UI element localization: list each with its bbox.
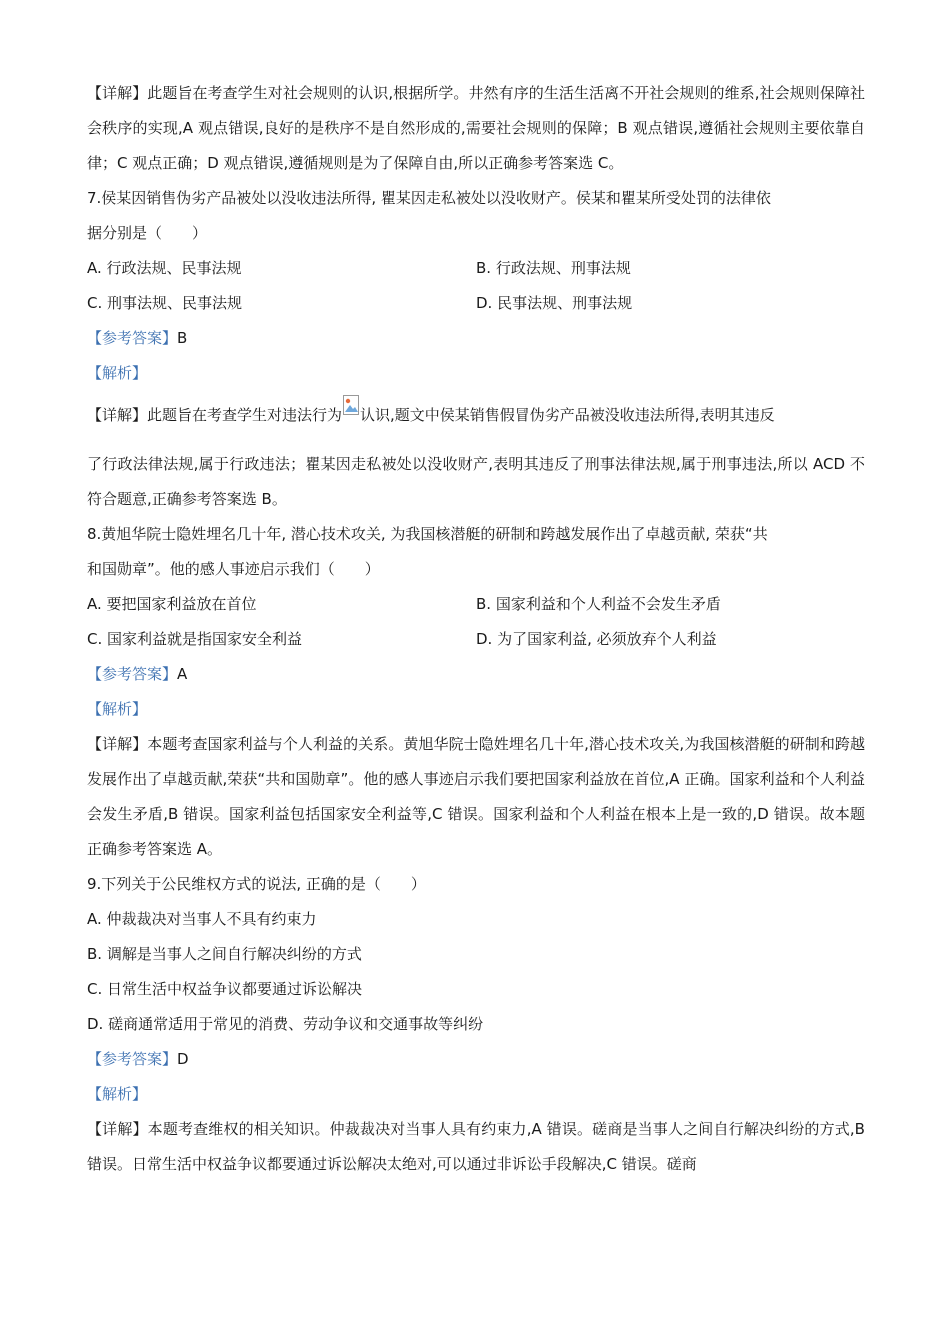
q9-detail — [87, 1112, 865, 1182]
q7-detail-rest: 了行政法律法规,属于行政违法；瞿某因走私被处以没收财产,表明其违反了刑事法律法规,属于刑事违法,所以 ACD 不符合题意,正确参考答案选 B。 — [87, 455, 865, 508]
q9-answer — [87, 1042, 865, 1077]
q7-stem-line2: 据分别是（ ） — [87, 224, 208, 242]
q6-detail — [87, 76, 865, 181]
answer-label: 【参考答案】 — [87, 329, 178, 347]
answer-value: D — [177, 1050, 189, 1068]
q9-stem: 9.下列关于公民维权方式的说法, 正确的是（ ） — [87, 875, 426, 893]
detail-label: 【详解】 — [87, 406, 148, 424]
q9-option-b: B. 调解是当事人之间自行解决纠纷的方式 — [87, 945, 362, 963]
q9-option-d: D. 磋商通常适用于常见的消费、劳动争议和交通事故等纠纷 — [87, 1015, 484, 1033]
detail-text: 本题考查维权的相关知识。仲裁裁决对当事人具有约束力,A 错误。磋商是当事人之间自行解决纠纷的方式,B 错误。日常生活中权益争议都要通过诉讼解决太绝对,可以通过非诉讼手段解决,C 错误。磋商 — [87, 1120, 865, 1173]
q7-option-c: C. 刑事法规、民事法规 — [87, 294, 243, 312]
q8-detail — [87, 727, 865, 867]
detail-text-part1: 此题旨在考查学生对违法行为 — [147, 406, 343, 424]
q7-options-row2 — [87, 286, 865, 321]
answer-value: B — [177, 329, 188, 347]
q7-analysis-label: 【解析】 — [87, 364, 148, 382]
q7-option-d: D. 民事法规、刑事法规 — [476, 294, 633, 312]
broken-image-icon — [343, 404, 359, 424]
q8-options-row2 — [87, 622, 865, 657]
q9-analysis-label: 【解析】 — [87, 1085, 148, 1103]
q7-detail-line1 — [87, 391, 865, 439]
q8-option-b: B. 国家利益和个人利益不会发生矛盾 — [476, 595, 721, 613]
q7-options-row1 — [87, 251, 865, 286]
q7-option-b: B. 行政法规、刑事法规 — [476, 259, 631, 277]
q8-option-d: D. 为了国家利益, 必须放弃个人利益 — [476, 630, 717, 648]
q8-stem-line2: 和国勋章”。他的感人事迹启示我们（ ） — [87, 560, 380, 578]
q7-option-a: A. 行政法规、民事法规 — [87, 259, 242, 277]
answer-label: 【参考答案】 — [87, 665, 178, 683]
q9-option-c: C. 日常生活中权益争议都要通过诉讼解决 — [87, 980, 363, 998]
answer-value: A — [177, 665, 188, 683]
q8-analysis-label: 【解析】 — [87, 700, 148, 718]
q9-option-a: A. 仲裁裁决对当事人不具有约束力 — [87, 910, 317, 928]
document-content — [87, 76, 865, 1182]
q8-option-a: A. 要把国家利益放在首位 — [87, 595, 257, 613]
q7-answer — [87, 321, 865, 356]
q8-option-c: C. 国家利益就是指国家安全利益 — [87, 630, 303, 648]
detail-label: 【详解】 — [87, 1120, 148, 1138]
detail-label: 【详解】 — [87, 735, 148, 753]
detail-text-part2: 认识,题文中侯某销售假冒伪劣产品被没收违法所得,表明其违反 — [360, 406, 775, 424]
detail-text: 本题考查国家利益与个人利益的关系。黄旭华院士隐姓埋名几十年,潜心技术攻关,为我国核潜艇的研制和跨越发展作出了卓越贡献,荣获“共和国勋章”。他的感人事迹启示我们要把国家利益放在首位,A 正确。国家利益和个人利益会发生矛盾,B 错误。国家利益包括国家安全利益等,C 错误。国家利益和个人利益在根本上是一致的,D 错误。故本题正确参考答案选 A。 — [87, 735, 865, 858]
answer-label: 【参考答案】 — [87, 1050, 178, 1068]
q8-answer — [87, 657, 865, 692]
q8-options-row1 — [87, 587, 865, 622]
q7-stem-line1: 7.侯某因销售伪劣产品被处以没收违法所得, 瞿某因走私被处以没收财产。侯某和瞿某所受处罚的法律依 — [87, 189, 771, 207]
detail-label: 【详解】 — [87, 84, 148, 102]
detail-text: 此题旨在考查学生对社会规则的认识,根据所学。井然有序的生活生活离不开社会规则的维系,社会规则保障社会秩序的实现,A 观点错误,良好的是秩序不是自然形成的,需要社会规则的保障；B 观点错误,遵循社会规则主要依靠自律；C 观点正确；D 观点错误,遵循规则是为了保障自由,所以正确参考答案选 C。 — [87, 84, 865, 172]
q8-stem-line1: 8.黄旭华院士隐姓埋名几十年, 潜心技术攻关, 为我国核潜艇的研制和跨越发展作出了卓越贡献, 荣获“共 — [87, 525, 768, 543]
